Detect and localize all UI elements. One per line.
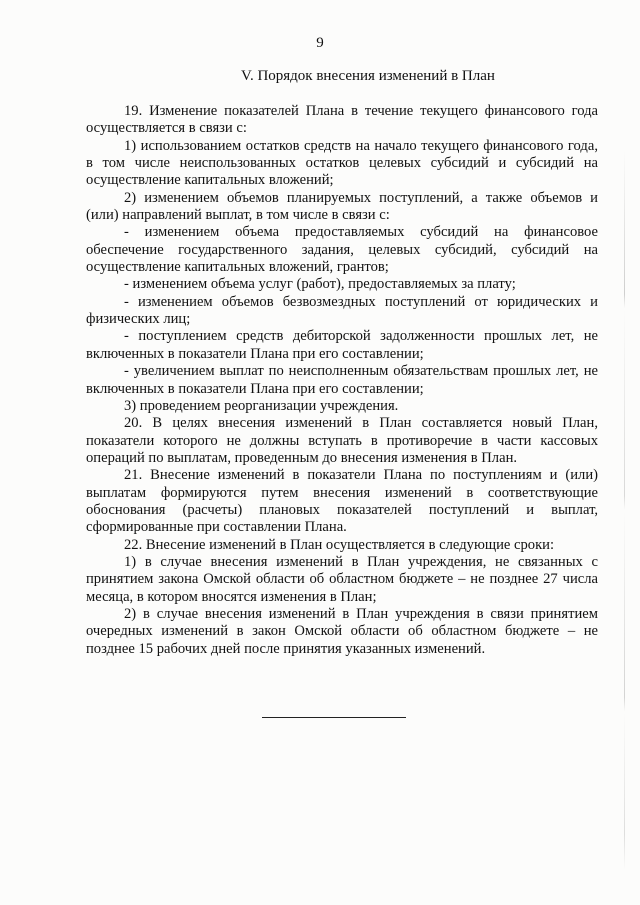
paragraph-22: 22. Внесение изменений в План осуществляется в следующие сроки: [124,536,555,553]
paragraph-20: 20. В целях внесения изменений в План составляется новый План, показатели которого не должны вступать в противоречие в части кассовых операций по выплатам, проведенным до внесения изменения в План. [86,415,598,466]
paragraph-19-subitem-receivables: - поступлением средств дебиторской задолженности прошлых лет, не включенных в показатели Плана при его составлении; [86,328,598,362]
section-title: V. Порядок внесения изменений в План [241,68,495,84]
paragraph-19-item-2: 2) изменением объемов планируемых поступлений, а также объемов и (или) направлений выплат, в том числе в связи с: [86,189,598,224]
paragraph-21: 21. Внесение изменений в показатели Плана по поступлениям и (или) выплатам формируются путем внесения изменений в соответствующие обоснования (расчеты) плановых показателей поступлений и выплат, сформированные при составлении Плана. [86,467,598,536]
paragraph-19-subitem-gratuitous: - изменением объемов безвозмездных поступлений от юридических и физических лиц; [86,293,598,328]
paragraph-19-subitem-subsidies: - изменением объема предоставляемых субсидий на финансовое обеспечение государственного задания, целевых субсидий, субсидий на осуществление капитальных вложений, грантов; [86,224,598,276]
body-text [86,103,598,658]
paragraph-22-item-1: 1) в случае внесения изменений в План учреждения, не связанных с принятием закона Омской области об областном бюджете – не позднее 27 числа месяца, в котором вносятся изменения в План; [86,553,598,605]
paragraph-19-subitem-services: - изменением объема услуг (работ), предоставляемых за плату; [124,276,516,293]
end-divider-line [262,717,406,718]
scan-edge-mark [624,150,625,870]
paragraph-22-item-2: 2) в случае внесения изменений в План учреждения в связи принятием очередных изменений в закон Омской области об областном бюджете – не позднее 15 рабочих дней после принятия указанных изменений. [86,605,598,657]
page-number: 9 [316,35,324,51]
paragraph-19-item-1: 1) использованием остатков средств на начало текущего финансового года, в том числе неиспользованных остатков целевых субсидий и субсидий на осуществление капитальных вложений; [86,137,598,189]
paragraph-19-item-3: 3) проведением реорганизации учреждения. [124,397,399,414]
paragraph-19-subitem-obligations: - увеличением выплат по неисполненным обязательствам прошлых лет, не включенных в показатели Плана при его составлении; [86,363,598,397]
paragraph-19: 19. Изменение показателей Плана в течение текущего финансового года осуществляется в связи с: [86,103,598,137]
